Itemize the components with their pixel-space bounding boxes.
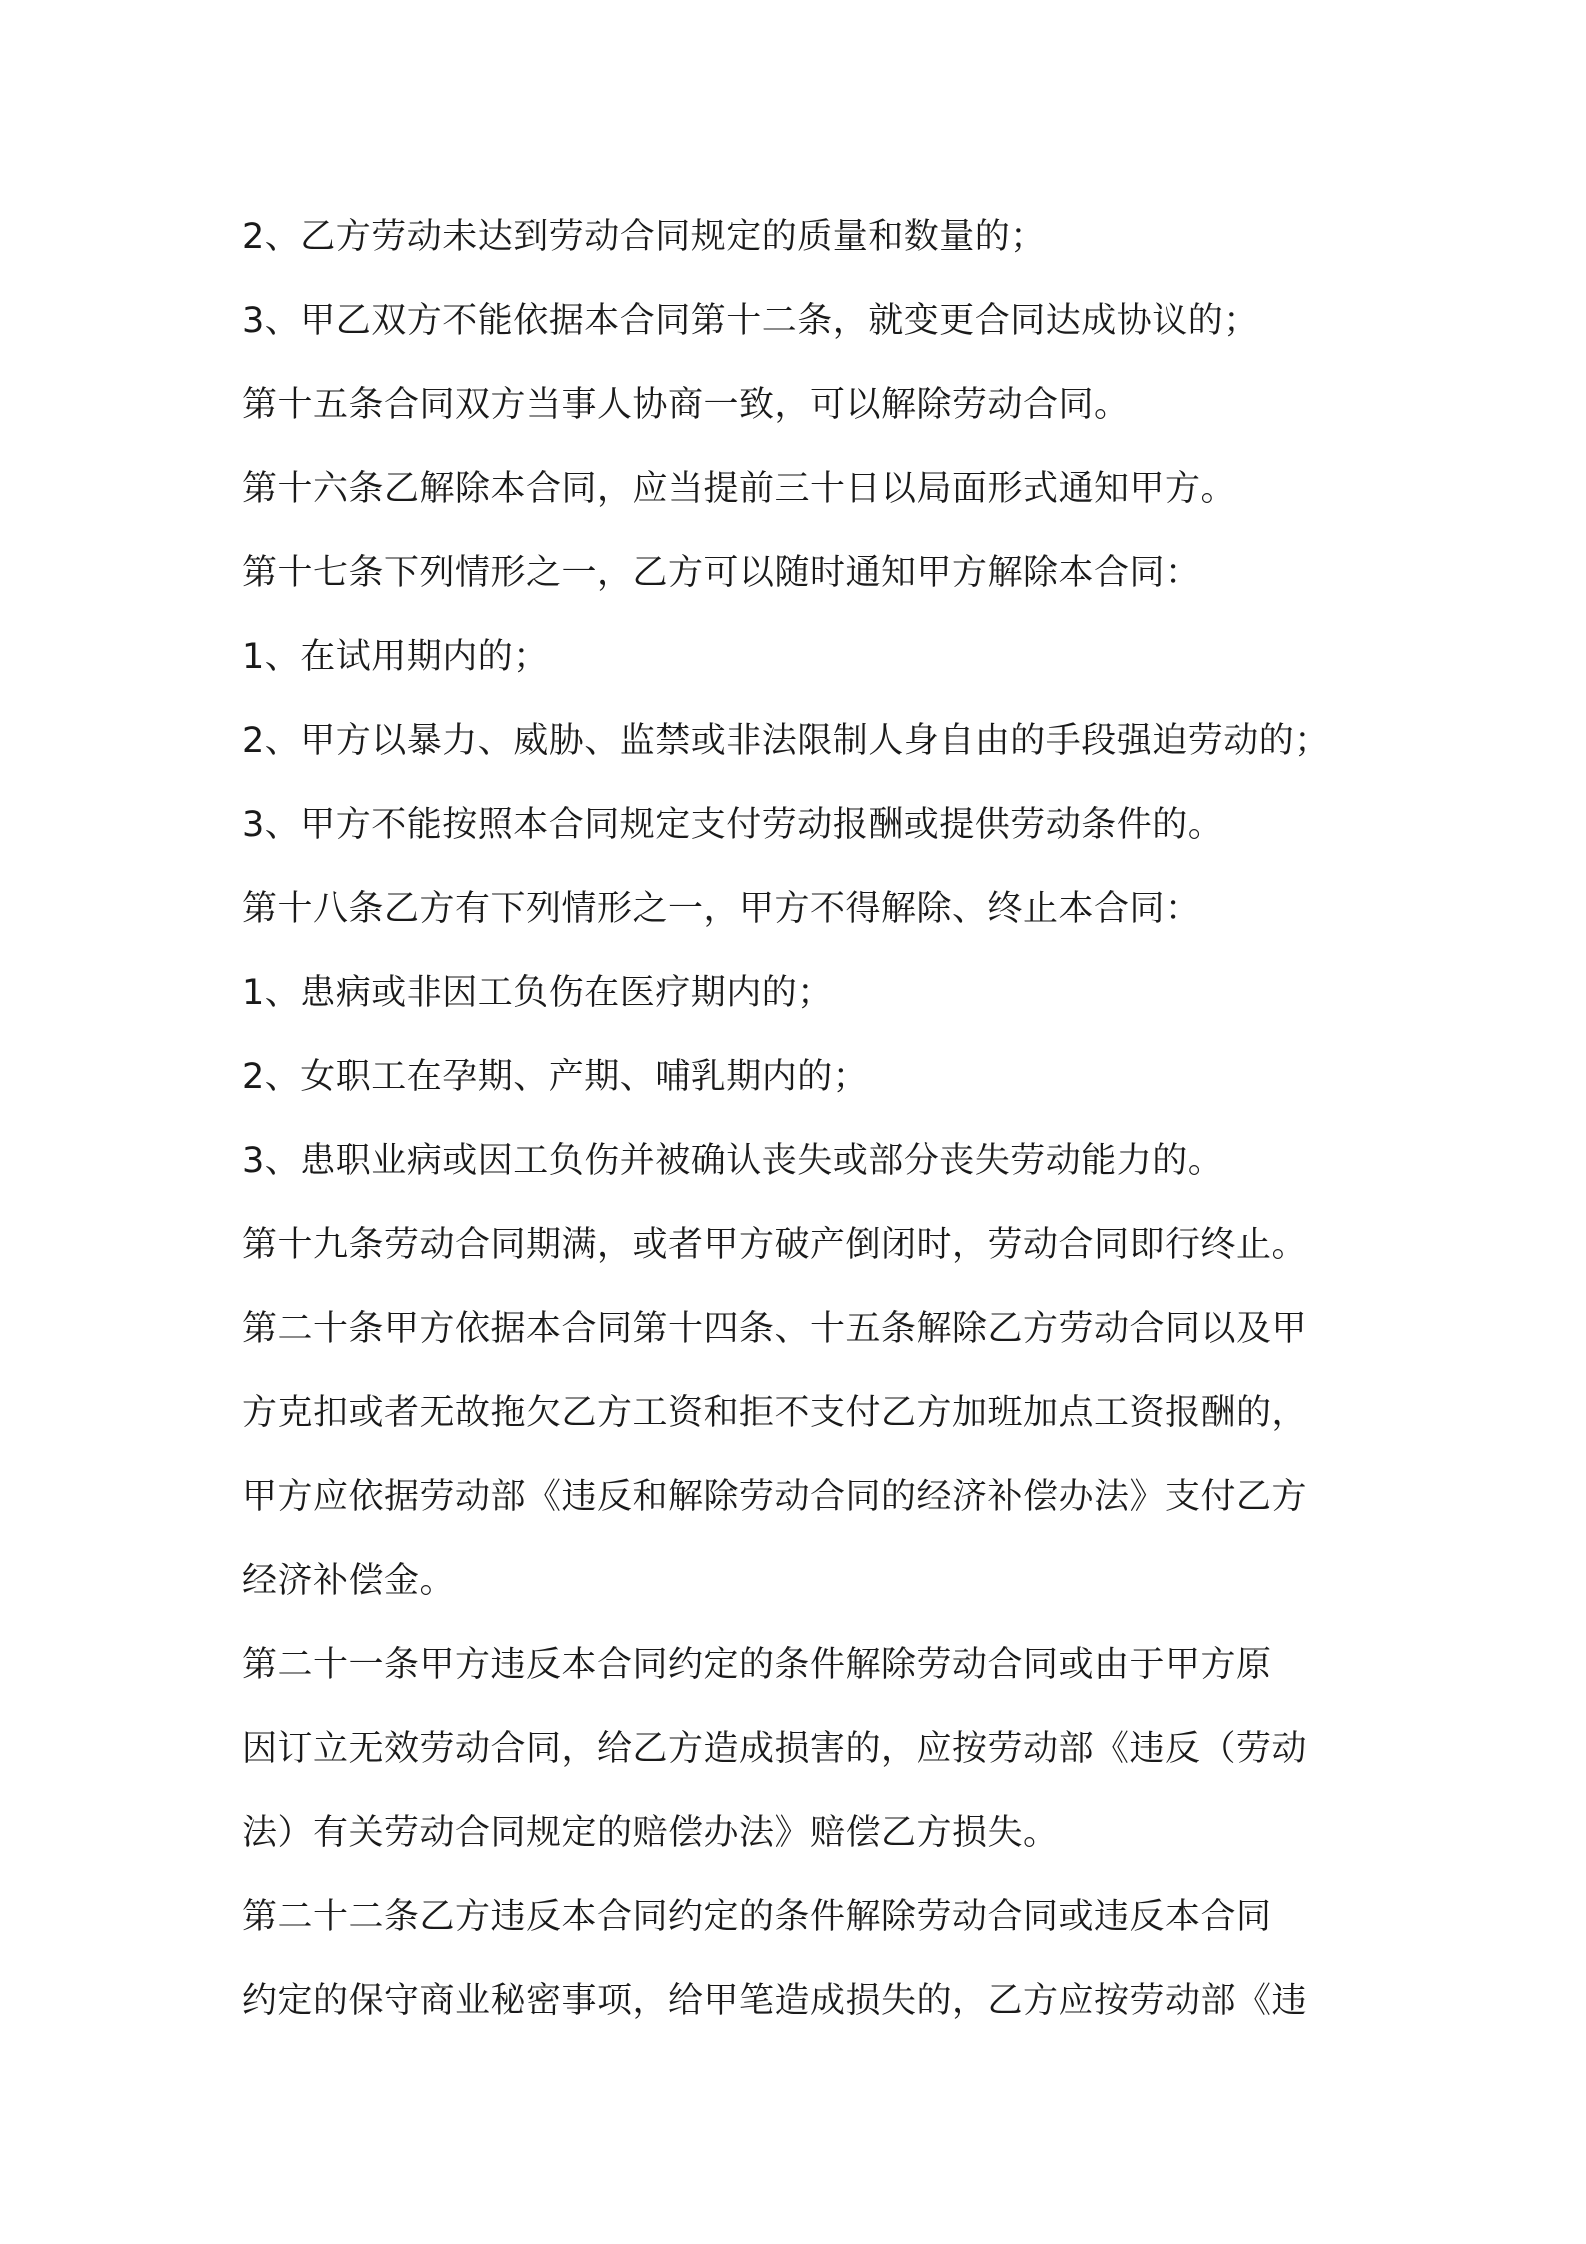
- text-line: 第二十二条乙方违反本合同约定的条件解除劳动合同或违反本合同: [242, 1897, 1272, 1937]
- text-line: 第二十条甲方依据本合同第十四条、十五条解除乙方劳动合同以及甲: [242, 1309, 1308, 1349]
- text-line: 第十六条乙解除本合同，应当提前三十日以局面形式通知甲方。: [242, 469, 1237, 509]
- text-line: 2、女职工在孕期、产期、哺乳期内的；: [242, 1057, 869, 1097]
- text-line: 3、甲乙双方不能依据本合同第十二条，就变更合同达成协议的；: [242, 301, 1259, 341]
- text-line: 第二十一条甲方违反本合同约定的条件解除劳动合同或由于甲方原: [242, 1645, 1272, 1685]
- text-line: 第十七条下列情形之一，乙方可以随时通知甲方解除本合同：: [242, 553, 1201, 593]
- text-line: 3、患职业病或因工负伤并被确认丧失或部分丧失劳动能力的。: [242, 1141, 1224, 1181]
- text-line: 第十八条乙方有下列情形之一，甲方不得解除、终止本合同：: [242, 889, 1201, 929]
- text-line: 甲方应依据劳动部《违反和解除劳动合同的经济补偿办法》支付乙方: [242, 1477, 1308, 1517]
- text-line: 经济补偿金。: [242, 1561, 456, 1601]
- text-line: 2、甲方以暴力、威胁、监禁或非法限制人身自由的手段强迫劳动的；: [242, 721, 1330, 761]
- text-line: 1、在试用期内的；: [242, 637, 549, 677]
- text-line: 第十五条合同双方当事人协商一致，可以解除劳动合同。: [242, 385, 1130, 425]
- text-line: 方克扣或者无故拖欠乙方工资和拒不支付乙方加班加点工资报酬的，: [242, 1393, 1308, 1433]
- text-line: 2、乙方劳动未达到劳动合同规定的质量和数量的；: [242, 217, 1046, 257]
- text-line: 约定的保守商业秘密事项，给甲笔造成损失的，乙方应按劳动部《违: [242, 1981, 1308, 2021]
- text-line: 法）有关劳动合同规定的赔偿办法》赔偿乙方损失。: [242, 1813, 1059, 1853]
- text-line: 因订立无效劳动合同，给乙方造成损害的，应按劳动部《违反（劳动: [242, 1729, 1308, 1769]
- text-line: 3、甲方不能按照本合同规定支付劳动报酬或提供劳动条件的。: [242, 805, 1224, 845]
- document-body: [242, 195, 1372, 2043]
- text-line: 第十九条劳动合同期满，或者甲方破产倒闭时，劳动合同即行终止。: [242, 1225, 1308, 1265]
- text-line: 1、患病或非因工负伤在医疗期内的；: [242, 973, 833, 1013]
